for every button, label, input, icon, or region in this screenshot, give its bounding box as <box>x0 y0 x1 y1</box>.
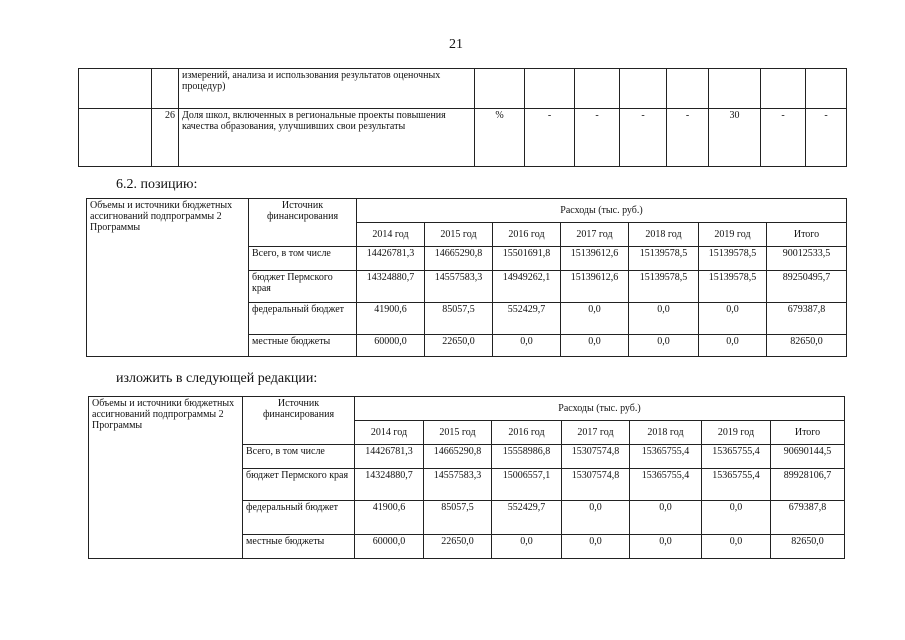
row-number: 26 <box>152 109 179 167</box>
value-cell: 41900,6 <box>355 501 424 535</box>
total-cell: 89928106,7 <box>771 469 845 501</box>
total-header: Итого <box>767 223 847 247</box>
value-cell: 0,0 <box>629 303 699 335</box>
value-cell: 60000,0 <box>355 535 424 559</box>
total-cell: 679387,8 <box>767 303 847 335</box>
value-cell: 14324880,7 <box>357 271 425 303</box>
total-cell: 90012533,5 <box>767 247 847 271</box>
value-cell: 85057,5 <box>424 501 492 535</box>
value-cell: 15139578,5 <box>699 271 767 303</box>
value-cell: 14557583,3 <box>425 271 493 303</box>
left-label: Объемы и источники бюджетных ассигнований подпрограммы 2 Программы <box>87 199 249 357</box>
row-label: Всего, в том числе <box>249 247 357 271</box>
source-header: Источник финансирования <box>249 199 357 247</box>
value-cell: 15139578,5 <box>629 247 699 271</box>
total-header: Итого <box>771 421 845 445</box>
value-cell: 0,0 <box>561 303 629 335</box>
indicators-table <box>78 68 847 167</box>
value-cell <box>709 69 761 109</box>
value-cell <box>667 69 709 109</box>
value-cell: 15139578,5 <box>629 271 699 303</box>
value-cell: 14665290,8 <box>424 445 492 469</box>
value-cell: 0,0 <box>561 335 629 357</box>
row-label: местные бюджеты <box>249 335 357 357</box>
value-cell: 0,0 <box>630 535 702 559</box>
value-cell: 552429,7 <box>493 303 561 335</box>
empty-cell <box>79 69 152 109</box>
value-cell: 14557583,3 <box>424 469 492 501</box>
year-header: 2014 год <box>357 223 425 247</box>
funding-table-old <box>86 198 847 357</box>
value-cell: 22650,0 <box>424 535 492 559</box>
year-header: 2017 год <box>561 223 629 247</box>
expenses-header: Расходы (тыс. руб.) <box>355 397 845 421</box>
value-cell: 0,0 <box>629 335 699 357</box>
value-cell: - <box>667 109 709 167</box>
value-cell: 41900,6 <box>357 303 425 335</box>
value-cell: 60000,0 <box>357 335 425 357</box>
year-header: 2017 год <box>562 421 630 445</box>
value-cell <box>806 69 847 109</box>
funding-table-new <box>88 396 845 559</box>
total-cell: 82650,0 <box>771 535 845 559</box>
value-cell: - <box>575 109 620 167</box>
year-header: 2018 год <box>630 421 702 445</box>
value-cell: 22650,0 <box>425 335 493 357</box>
total-cell: 82650,0 <box>767 335 847 357</box>
row-label: Всего, в том числе <box>243 445 355 469</box>
year-header: 2019 год <box>699 223 767 247</box>
value-cell: 0,0 <box>562 535 630 559</box>
value-cell: 14426781,3 <box>355 445 424 469</box>
value-cell: 14426781,3 <box>357 247 425 271</box>
value-cell: - <box>761 109 806 167</box>
value-cell <box>761 69 806 109</box>
value-cell: 15307574,8 <box>562 469 630 501</box>
year-header: 2019 год <box>702 421 771 445</box>
section-heading: изложить в следующей редакции: <box>116 371 318 386</box>
empty-cell <box>79 109 152 167</box>
value-cell <box>575 69 620 109</box>
total-cell: 679387,8 <box>771 501 845 535</box>
value-cell: 0,0 <box>702 501 771 535</box>
row-label: бюджет Пермского края <box>243 469 355 501</box>
value-cell: 14324880,7 <box>355 469 424 501</box>
unit-cell: % <box>475 109 525 167</box>
value-cell: - <box>620 109 667 167</box>
value-cell: 0,0 <box>630 501 702 535</box>
left-label: Объемы и источники бюджетных ассигнований подпрограммы 2 Программы <box>89 397 243 559</box>
total-cell: 89250495,7 <box>767 271 847 303</box>
expenses-header: Расходы (тыс. руб.) <box>357 199 847 223</box>
value-cell: 0,0 <box>562 501 630 535</box>
value-cell: 15501691,8 <box>493 247 561 271</box>
row-label: федеральный бюджет <box>243 501 355 535</box>
indicator-text: Доля школ, включенных в региональные проекты повышения качества образования, улучшивших свои результаты <box>179 109 475 167</box>
value-cell: 15365755,4 <box>630 445 702 469</box>
page-number: 21 <box>449 37 463 52</box>
row-label: местные бюджеты <box>243 535 355 559</box>
year-header: 2018 год <box>629 223 699 247</box>
value-cell: - <box>806 109 847 167</box>
value-cell: 15365755,4 <box>702 445 771 469</box>
indicator-text: измерений, анализа и использования результатов оценочных процедур) <box>179 69 475 109</box>
section-heading: 6.2. позицию: <box>116 177 198 192</box>
total-cell: 90690144,5 <box>771 445 845 469</box>
value-cell: 15365755,4 <box>702 469 771 501</box>
value-cell <box>475 69 525 109</box>
year-header: 2016 год <box>492 421 562 445</box>
value-cell: 15307574,8 <box>562 445 630 469</box>
row-label: федеральный бюджет <box>249 303 357 335</box>
value-cell: 15139612,6 <box>561 247 629 271</box>
row-label: бюджет Пермского края <box>249 271 357 303</box>
value-cell: 15139612,6 <box>561 271 629 303</box>
value-cell <box>525 69 575 109</box>
year-header: 2015 год <box>425 223 493 247</box>
value-cell: 85057,5 <box>425 303 493 335</box>
row-number <box>152 69 179 109</box>
year-header: 2016 год <box>493 223 561 247</box>
value-cell <box>620 69 667 109</box>
value-cell: 0,0 <box>699 303 767 335</box>
year-header: 2015 год <box>424 421 492 445</box>
value-cell: 0,0 <box>699 335 767 357</box>
value-cell: 14949262,1 <box>493 271 561 303</box>
value-cell: 15006557,1 <box>492 469 562 501</box>
value-cell: 14665290,8 <box>425 247 493 271</box>
value-cell: - <box>525 109 575 167</box>
value-cell: 30 <box>709 109 761 167</box>
value-cell: 0,0 <box>702 535 771 559</box>
value-cell: 0,0 <box>492 535 562 559</box>
value-cell: 15365755,4 <box>630 469 702 501</box>
value-cell: 0,0 <box>493 335 561 357</box>
year-header: 2014 год <box>355 421 424 445</box>
value-cell: 552429,7 <box>492 501 562 535</box>
value-cell: 15558986,8 <box>492 445 562 469</box>
value-cell: 15139578,5 <box>699 247 767 271</box>
source-header: Источник финансирования <box>243 397 355 445</box>
